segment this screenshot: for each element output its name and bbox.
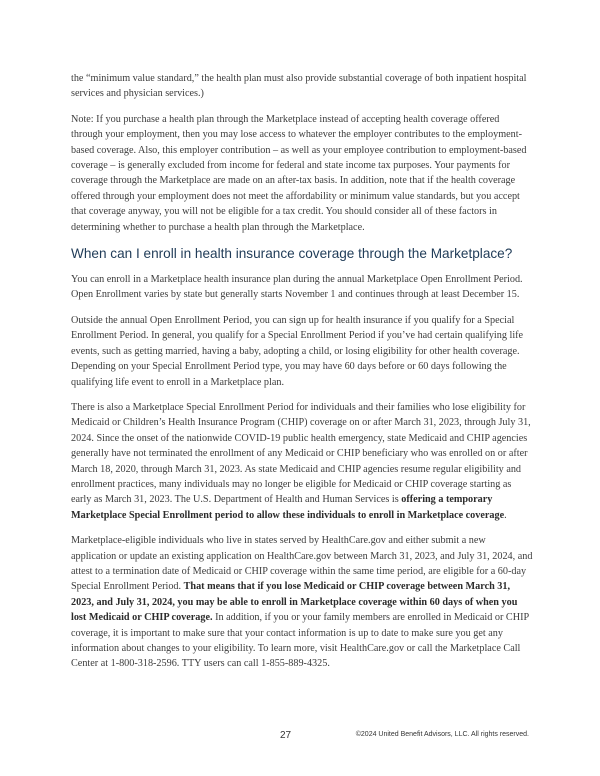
copyright-notice: ©2024 United Benefit Advisors, LLC. All rights reserved. (355, 731, 529, 738)
paragraph-text: Marketplace-eligible individuals who live in states served by HealthCare.gov and either submit a new application or update an existing application on HealthCare.gov between March 31, 2023, and July 31, 2024, and attest to a termination date of Medicaid or CHIP coverage within the same time period, are eligible for a 60-day Special Enrollment Period. (71, 535, 533, 593)
page-content (71, 71, 533, 682)
paragraph-open-enrollment: You can enroll in a Marketplace health insurance plan during the annual Marketplace Open Enrollment Period. Open Enrollment varies by state but generally starts November 1 and continues through at least December 15. (71, 274, 523, 301)
bold-text: That means that if you lose Medicaid or CHIP coverage between March 31, 2023, and July 31, 2024, you may be able to enroll in Marketplace coverage within 60 days of when you lost Medicaid or CHIP coverage. (71, 581, 518, 624)
page-number: 27 (280, 730, 292, 741)
paragraph-text-end: In addition, if you or your family members are enrolled in Medicaid or CHIP coverage, it is important to make sure that your contact information is up to date to make sure you get any information about changes to your eligibility. To learn more, visit HealthCare.gov or call the Marketplace Call Center at 1-800-318-2596. TTY users can call 1-855-889-4325. (71, 612, 529, 670)
paragraph-minimum-value: the “minimum value standard,” the health plan must also provide substantial coverage of both inpatient hospital services and physician services.) (71, 73, 527, 100)
paragraph-marketplace-eligible (71, 533, 533, 672)
bold-text: offering a temporary Marketplace Special Enrollment period to allow these individuals to enroll in Marketplace coverage (71, 494, 505, 521)
paragraph-special-enrollment: Outside the annual Open Enrollment Period, you can sign up for health insurance if you qualify for a Special Enrollment Period. In general, you qualify for a Special Enrollment Period if you’ve had certain qualifying life events, such as getting married, having a baby, adopting a child, or losing eligibility for other health coverage. Depending on your Special Enrollment Period type, you may have 60 days before or 60 days following the qualifying life event to enroll in a Marketplace plan. (71, 314, 524, 388)
paragraph-text-end: . (504, 509, 507, 521)
section-heading: When can I enroll in health insurance coverage through the Marketplace? (71, 246, 513, 262)
page-footer (0, 730, 600, 744)
paragraph-medicaid-chip (71, 400, 533, 523)
paragraph-employer-note: Note: If you purchase a health plan through the Marketplace instead of accepting health coverage offered through your employment, then you may lose access to whatever the employer contributes to the employment-based coverage. Also, this employer contribution – as well as your employee contribution to employment-based coverage – is generally excluded from income for federal and state income tax purposes. Your payments for coverage through the Marketplace are made on an after-tax basis. In addition, note that if the health coverage offered through your employment does not meet the affordability or minimum value standards, but you accept that coverage anyway, you will not be eligible for a tax credit. You should consider all of these factors in determining whether to purchase a health plan through the Marketplace. (71, 113, 527, 233)
paragraph-text: There is also a Marketplace Special Enrollment Period for individuals and their families who lose eligibility for Medicaid or Children’s Health Insurance Program (CHIP) coverage on or after March 31, 2023, through July 31, 2024. Since the onset of the nationwide COVID-19 public health emergency, state Medicaid and CHIP agencies generally have not terminated the enrollment of any Medicaid or CHIP beneficiary who was enrolled on or after March 18, 2020, through March 31, 2023. As state Medicaid and CHIP agencies resume regular eligibility and enrollment practices, many individuals may no longer be eligible for Medicaid or CHIP coverage starting as early as March 31, 2023. The U.S. Department of Health and Human Services is (71, 401, 531, 506)
